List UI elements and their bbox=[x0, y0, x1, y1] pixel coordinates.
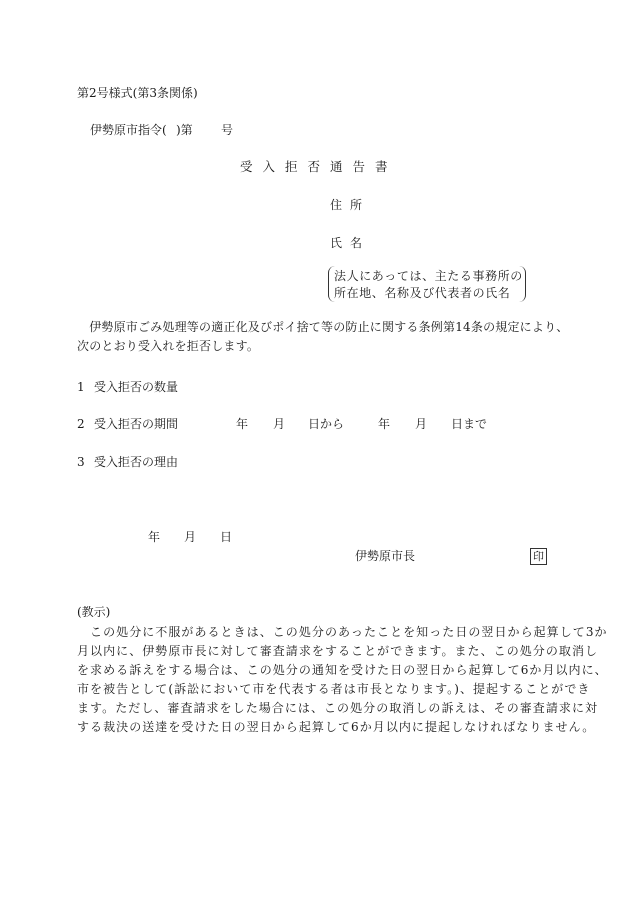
corporate-note-line: 法人にあっては、主たる事務所の bbox=[334, 269, 523, 283]
notice-line: ます。ただし、審査請求をした場合には、この処分の取消しの訴えは、その審査請求に対 bbox=[77, 701, 599, 715]
period-to-year: 年 bbox=[378, 417, 391, 431]
notice-heading: (教示) bbox=[77, 605, 111, 619]
intro-paragraph bbox=[77, 318, 569, 356]
period-from-month: 月 bbox=[273, 417, 286, 431]
item-number: 3 bbox=[77, 455, 85, 469]
address-label: 住所 bbox=[330, 198, 371, 212]
notice-line: を求める訴えをする場合は、この処分の通知を受けた日の翌日から起算して6か月以内に、 bbox=[77, 663, 608, 677]
item-number: 1 bbox=[77, 380, 85, 394]
intro-line: 伊勢原市ごみ処理等の適正化及びポイ捨て等の防止に関する条例第14条の規定により、 bbox=[77, 320, 569, 334]
notice-line: この処分に不服があるときは、この処分のあったことを知った日の翌日から起算して3か bbox=[77, 625, 608, 639]
reference-prefix: 伊勢原市指令( bbox=[90, 123, 167, 137]
reference-suffix: 号 bbox=[221, 123, 234, 137]
period-from-year: 年 bbox=[236, 417, 249, 431]
date-year: 年 bbox=[148, 530, 161, 544]
period-to-day: 日まで bbox=[451, 417, 488, 431]
corporate-note-line: 所在地、名称及び代表者の氏名 bbox=[334, 286, 511, 300]
document-title: 受入拒否通告書 bbox=[240, 159, 398, 174]
notice-line: する裁決の送達を受けた日の翌日から起算して6か月以内に提起しなければなりません。 bbox=[77, 720, 596, 734]
item-label: 受入拒否の期間 bbox=[94, 417, 179, 431]
issuer-title: 伊勢原市長 bbox=[355, 549, 416, 563]
reference-middle: )第 bbox=[176, 123, 193, 137]
item-label: 受入拒否の理由 bbox=[94, 455, 179, 469]
item-label: 受入拒否の数量 bbox=[94, 380, 179, 394]
form-label: 第2号様式(第3条関係) bbox=[77, 86, 198, 100]
notice-line: 市を被告として(訴訟において市を代表する者は市長となります。)、提起することができ bbox=[77, 682, 591, 696]
item-number: 2 bbox=[77, 417, 85, 431]
seal-stamp-icon: 印 bbox=[530, 548, 547, 565]
date-month: 月 bbox=[184, 530, 197, 544]
notice-paragraph bbox=[77, 623, 608, 737]
notice-line: 月以内に、伊勢原市長に対して審査請求をすることができます。また、この処分の取消し bbox=[77, 644, 599, 658]
intro-line: 次のとおり受入れを拒否します。 bbox=[77, 339, 260, 353]
period-from-day: 日から bbox=[308, 417, 345, 431]
period-to-month: 月 bbox=[415, 417, 428, 431]
name-label: 氏名 bbox=[330, 236, 371, 250]
date-day: 日 bbox=[220, 530, 233, 544]
corporate-note-bracket bbox=[328, 266, 526, 302]
